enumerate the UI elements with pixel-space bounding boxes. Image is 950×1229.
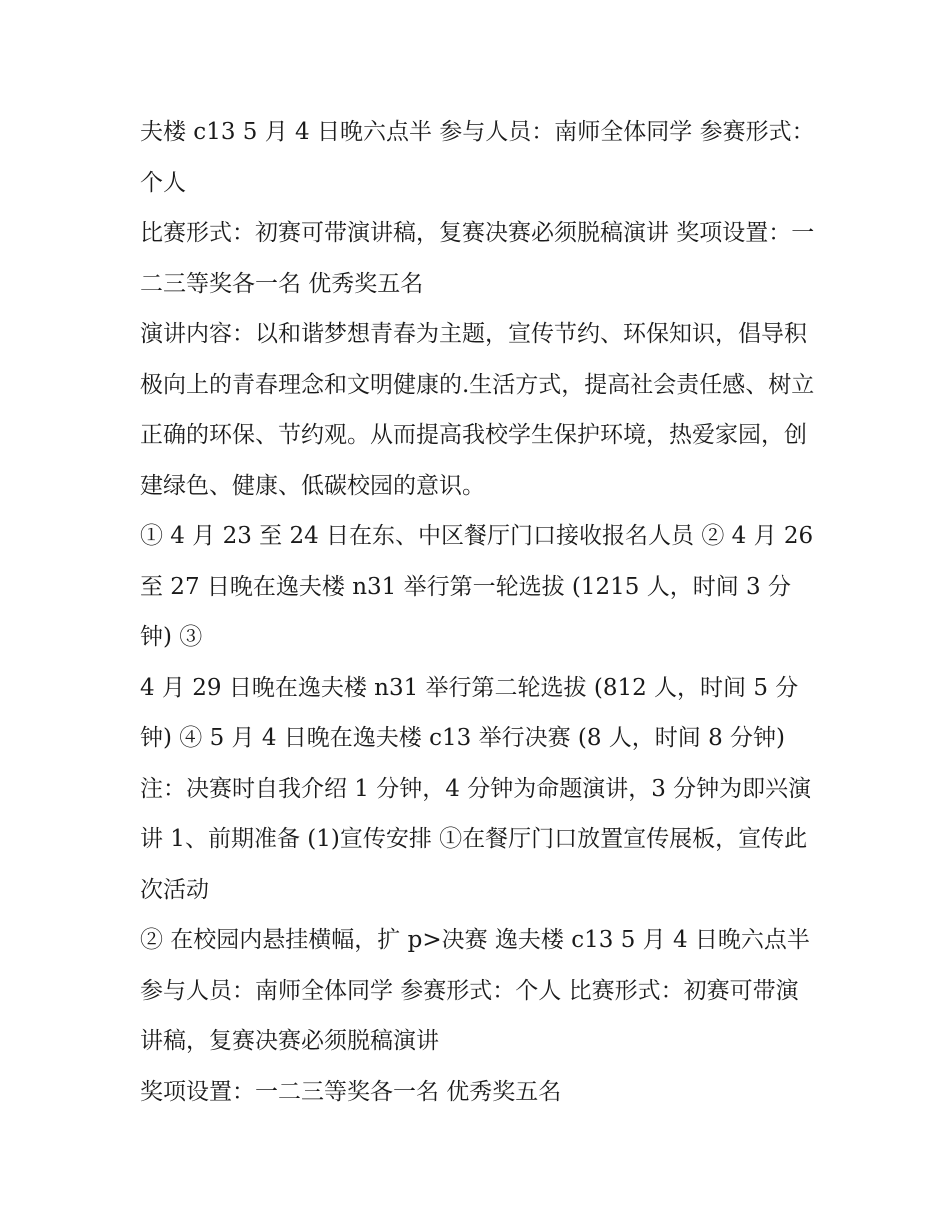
paragraph-speech-content: 演讲内容：以和谐梦想青春为主题，宣传节约、环保知识，倡导积极向上的青春理念和文明健康的.生活方式，提高社会责任感、树立正确的环保、节约观。从而提高我校学生保护环境，热爱家园，创建绿色、健康、低碳校园的意识。 — [140, 321, 815, 499]
paragraph-event-info: 夫楼 c13 5 月 4 日晚六点半 参与人员：南师全体同学 参赛形式：个人 — [140, 119, 815, 196]
paragraph-schedule-1: ① 4 月 23 至 24 日在东、中区餐厅门口接收报名人员 ② 4 月 26 至 27 日晚在逸夫楼 n31 举行第一轮选拔 (1215 人，时间 3 分钟) ③ — [140, 523, 814, 650]
paragraph-competition-format: 比赛形式：初赛可带演讲稿，复赛决赛必须脱稿演讲 奖项设置：一二三等奖各一名 优秀奖五名 — [140, 220, 815, 297]
paragraph-schedule-2: 4 月 29 日晚在逸夫楼 n31 举行第二轮选拔 (812 人，时间 5 分钟) ④ 5 月 4 日晚在逸夫楼 c13 举行决赛 (8 人，时间 8 分钟) — [140, 674, 799, 751]
paragraph-awards: 奖项设置：一二三等奖各一名 优秀奖五名 — [140, 1078, 562, 1105]
document-body — [140, 107, 820, 1117]
paragraph-notes: 注：决赛时自我介绍 1 分钟，4 分钟为命题演讲，3 分钟为即兴演讲 1、前期准备 (1)宣传安排 ①在餐厅门口放置宣传展板，宣传此次活动 — [140, 775, 812, 903]
paragraph-banner: ② 在校园内悬挂横幅，扩 p>决赛 逸夫楼 c13 5 月 4 日晚六点半 参与人员：南师全体同学 参赛形式：个人 比赛形式：初赛可带演讲稿，复赛决赛必须脱稿演讲 — [140, 927, 810, 1054]
